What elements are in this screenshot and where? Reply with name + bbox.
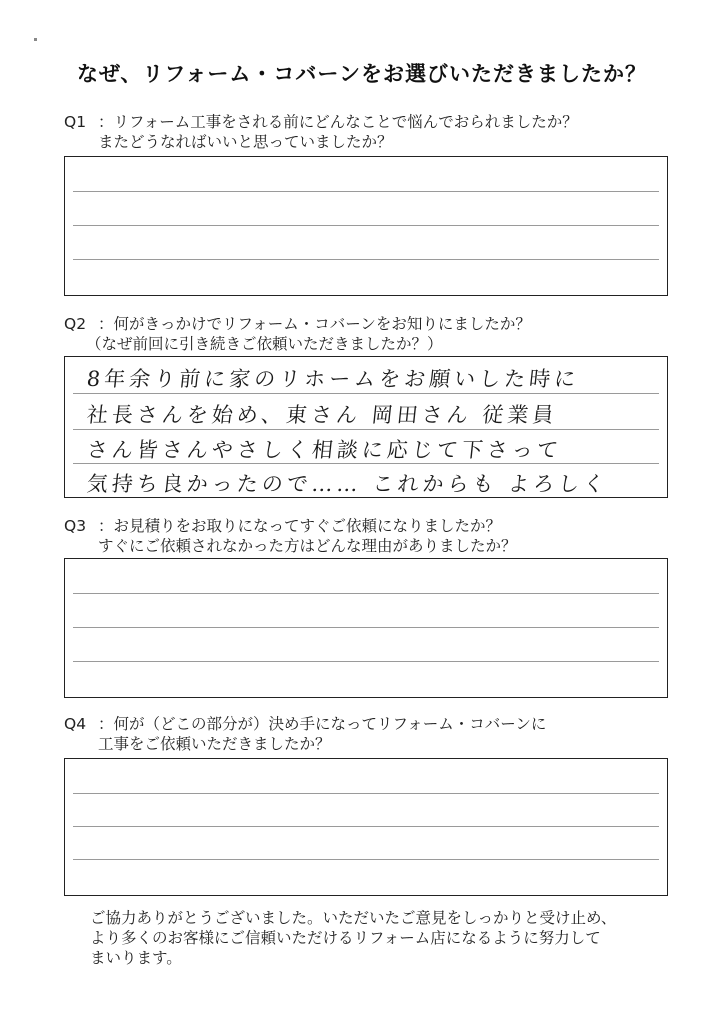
question-number: Q2 bbox=[64, 315, 87, 333]
answer-box-2[interactable] bbox=[64, 356, 668, 498]
question-text-line-2: （なぜ前回に引き続きご依頼いただきましたか？） bbox=[86, 335, 443, 353]
answer-rule bbox=[73, 793, 659, 794]
question-text-line-2: すぐにご依頼されなかった方はどんな理由がありましたか？ bbox=[98, 537, 517, 555]
question-1 bbox=[64, 112, 578, 152]
answer-rule bbox=[73, 826, 659, 827]
closing-message bbox=[90, 908, 616, 968]
answer-rule bbox=[73, 593, 659, 594]
answer-rule bbox=[73, 859, 659, 860]
answer-rule bbox=[73, 627, 659, 628]
answer-rule bbox=[73, 259, 659, 260]
answer-box-3[interactable] bbox=[64, 558, 668, 698]
question-text-line-1: ：何がきっかけでリフォーム・コバーンをお知りにましたか？ bbox=[98, 315, 531, 333]
answer-rule bbox=[73, 225, 659, 226]
handwritten-answer-line-4: 気持ち良かったので…… これからも よろしく bbox=[85, 472, 610, 496]
answer-box-4[interactable] bbox=[64, 758, 668, 896]
question-text-line-2: 工事をご依頼いただきましたか？ bbox=[98, 735, 331, 753]
question-number: Q3 bbox=[64, 517, 87, 535]
question-3 bbox=[64, 516, 517, 556]
answer-rule bbox=[73, 661, 659, 662]
question-2 bbox=[64, 314, 531, 354]
answer-rule bbox=[73, 191, 659, 192]
answer-rule bbox=[73, 393, 659, 394]
question-4 bbox=[64, 714, 546, 754]
answer-box-1[interactable] bbox=[64, 156, 668, 296]
handwritten-answer-line-3: さん皆さんやさしく相談に応じて下さって bbox=[85, 438, 564, 462]
closing-line-2: より多くのお客様にご信頼いただけるリフォーム店になるように努力して bbox=[90, 929, 601, 947]
question-text-line-1: ：お見積りをお取りになってすぐご依頼になりましたか？ bbox=[98, 517, 502, 535]
answer-rule bbox=[73, 429, 659, 430]
closing-line-3: まいります。 bbox=[90, 949, 182, 967]
question-number: Q1 bbox=[64, 113, 87, 131]
scan-speck bbox=[34, 38, 37, 41]
question-text-line-1: ：何が（どこの部分が）決め手になってリフォーム・コバーンに bbox=[98, 715, 547, 733]
question-text-line-1: ：リフォーム工事をされる前にどんなことで悩んでおられましたか？ bbox=[98, 113, 578, 131]
question-text-line-2: またどうなればいいと思っていましたか？ bbox=[98, 133, 393, 151]
page-title: なぜ、リフォーム・コバーンをお選びいただきましたか？ bbox=[77, 62, 647, 86]
handwritten-answer-line-1: 8年余り前に家のリホームをお願いした時に bbox=[85, 367, 581, 391]
handwritten-answer-line-2: 社長さんを始め、東さん 岡田さん 従業員 bbox=[85, 403, 559, 427]
closing-line-1: ご協力ありがとうございました。いただいたご意見をしっかりと受け止め、 bbox=[90, 909, 617, 927]
question-number: Q4 bbox=[64, 715, 87, 733]
